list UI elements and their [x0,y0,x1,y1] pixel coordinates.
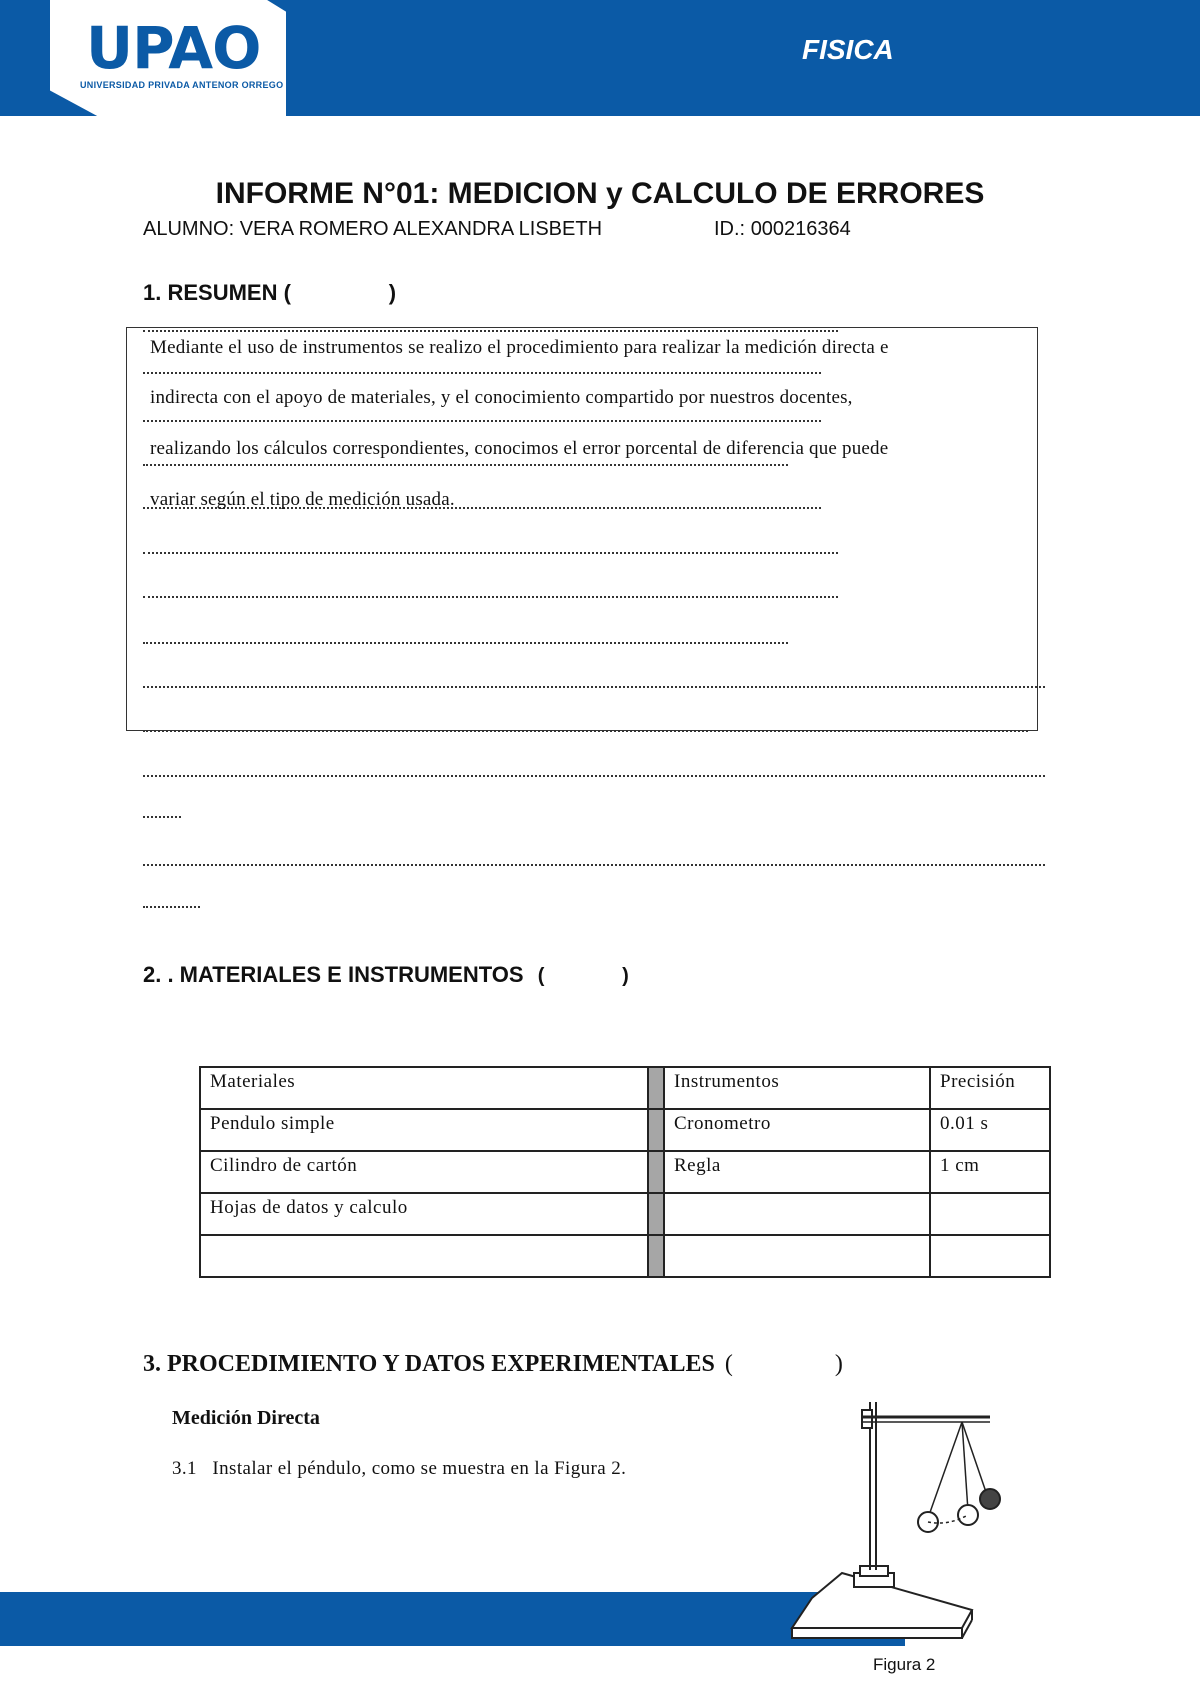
header-precision: Precisión [930,1067,1050,1109]
section2-heading [143,962,629,988]
id-value: 000216364 [750,218,851,240]
table-cell [664,1235,930,1277]
section3-score-paren: ( ) [724,1351,843,1377]
footer-band [0,1592,905,1646]
procedure-step: 3.1 Instalar el péndulo, como se muestra en la Figura 2. [172,1458,627,1479]
column-separator [648,1067,664,1109]
dotted-line [143,550,838,554]
section1-heading: 1. RESUMEN ( ) [143,280,397,305]
section3-heading [143,1351,843,1378]
figure-caption: Figura 2 [873,1655,936,1674]
id-label: ID.: [714,218,746,240]
summary-line: variar según el tipo de medición usada. [150,489,455,510]
dotted-line [143,462,788,466]
section2-score-paren: ( ) [537,965,629,987]
table-cell: Hojas de datos y calculo [200,1193,648,1235]
student-info [143,218,602,241]
dotted-line [143,862,1045,866]
report-title: INFORME N°01: MEDICION y CALCULO DE ERRORES [215,177,985,210]
student-name: VERA ROMERO ALEXANDRA LISBETH [239,218,603,240]
table-cell [200,1235,648,1277]
dotted-line [143,370,821,374]
table-row [200,1151,1050,1193]
column-separator [648,1235,664,1277]
upao-logo: UPAO [86,14,261,82]
dotted-line [143,814,181,818]
column-separator [648,1193,664,1235]
dotted-line [143,684,1045,688]
header-materiales: Materiales [200,1067,648,1109]
table-row [200,1193,1050,1235]
dotted-line [143,328,838,332]
student-label: ALUMNO: [143,218,235,240]
dotted-line [143,594,838,598]
student-id [714,218,851,241]
table-cell: Regla [664,1151,930,1193]
dotted-line [143,418,821,422]
table-cell: Cilindro de cartón [200,1151,648,1193]
table-cell [664,1193,930,1235]
dotted-line [143,640,788,644]
summary-line: realizando los cálculos correspondientes, conocimos el error porcental de diferencia que puede [150,438,889,459]
table-cell: Cronometro [664,1109,930,1151]
upao-logo-subtext: UNIVERSIDAD PRIVADA ANTENOR ORREGO [80,80,284,90]
section3-title: 3. PROCEDIMIENTO Y DATOS EXPERIMENTALES [143,1351,715,1377]
dotted-line [143,904,200,908]
pendulum-figure [782,1398,1012,1648]
summary-line: indirecta con el apoyo de materiales, y el conocimiento compartido por nuestros docentes, [150,387,853,408]
table-header-row [200,1067,1050,1109]
section2-title: 2. . MATERIALES E INSTRUMENTOS [143,962,524,987]
table-row [200,1109,1050,1151]
column-separator [648,1151,664,1193]
table-cell [930,1235,1050,1277]
table-cell: Pendulo simple [200,1109,648,1151]
header-instrumentos: Instrumentos [664,1067,930,1109]
table-row [200,1235,1050,1277]
column-separator [648,1109,664,1151]
summary-line: Mediante el uso de instrumentos se realizo el procedimiento para realizar la medición directa e [150,337,889,358]
dotted-line [143,773,1045,777]
dotted-line [143,728,1028,732]
table-cell: 1 cm [930,1151,1050,1193]
header-band [0,0,1200,116]
table-cell [930,1193,1050,1235]
subheading-medicion-directa: Medición Directa [172,1407,320,1429]
course-title: FISICA [802,34,894,65]
table-cell: 0.01 s [930,1109,1050,1151]
materials-table [199,1066,1051,1278]
